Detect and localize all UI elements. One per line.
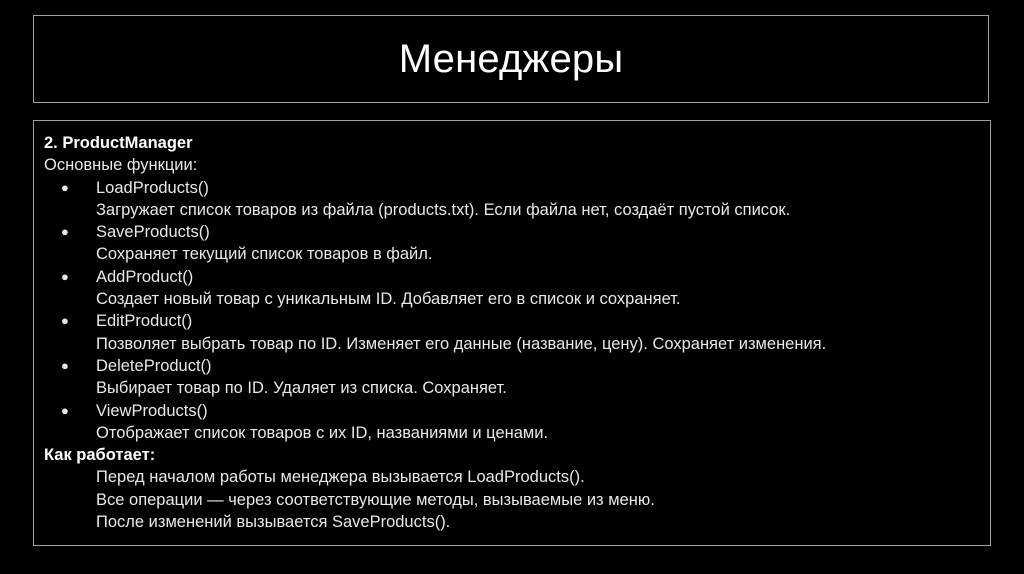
function-item: [44, 266, 980, 311]
title-box: [33, 15, 989, 103]
function-name: EditProduct(): [96, 312, 193, 331]
bullet-icon: ●: [61, 313, 69, 329]
function-item: [44, 177, 980, 222]
function-name: LoadProducts(): [96, 178, 209, 197]
function-name: ViewProducts(): [96, 401, 208, 420]
function-description: Создает новый товар с уникальным ID. Добавляет его в список и сохраняет.: [96, 290, 681, 309]
function-item: [44, 355, 980, 400]
function-description: Загружает список товаров из файла (products.txt). Если файла нет, создаёт пустой список.: [96, 200, 791, 219]
how-it-works-label: Как работает:: [44, 446, 156, 465]
section-heading: 2. ProductManager: [44, 134, 193, 152]
bullet-icon: ●: [61, 268, 69, 284]
bullet-icon: ●: [61, 179, 69, 195]
function-name: AddProduct(): [96, 267, 194, 286]
function-description: Выбирает товар по ID. Удаляет из списка. Сохраняет.: [96, 379, 507, 398]
bullet-icon: ●: [61, 402, 69, 418]
slide-title: Менеджеры: [398, 36, 624, 81]
bullet-icon: ●: [61, 357, 69, 373]
how-it-works-line: Все операции — через соответствующие методы, вызываемые из меню.: [96, 490, 655, 509]
function-list: [44, 177, 980, 445]
function-item: [44, 400, 980, 445]
how-it-works-line: Перед началом работы менеджера вызывается LoadProducts().: [96, 468, 585, 487]
function-description: Отображает список товаров с их ID, названиями и ценами.: [96, 423, 549, 442]
function-name: SaveProducts(): [96, 223, 210, 242]
bullet-icon: ●: [61, 224, 69, 240]
function-description: Позволяет выбрать товар по ID. Изменяет его данные (название, цену). Сохраняет изменения.: [96, 334, 827, 353]
content-box: [33, 120, 991, 546]
function-name: DeleteProduct(): [96, 356, 212, 375]
section-subheading: Основные функции:: [44, 156, 198, 175]
how-it-works-list: [44, 466, 980, 533]
function-description: Сохраняет текущий список товаров в файл.: [96, 245, 433, 264]
function-item: [44, 310, 980, 355]
how-it-works-line: После изменений вызывается SaveProducts().: [96, 513, 451, 532]
function-item: [44, 221, 980, 266]
